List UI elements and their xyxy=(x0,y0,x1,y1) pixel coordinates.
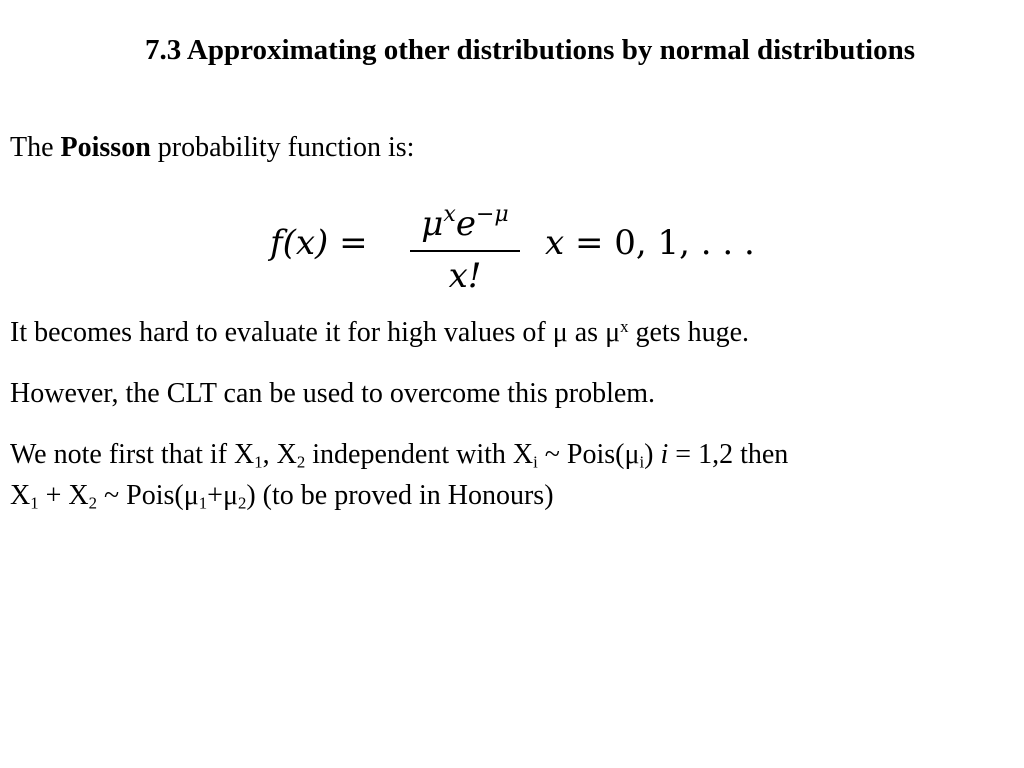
note-t8: + X xyxy=(38,480,89,511)
intro-line xyxy=(10,127,414,168)
note-s8: 2 xyxy=(88,493,98,513)
hard-mu-1: μ xyxy=(552,317,568,348)
note-t5: ) xyxy=(644,439,661,470)
note-t11: ) (to be proved in Honours) xyxy=(246,480,554,511)
numerator-e-exp: −μ xyxy=(475,202,509,227)
numerator-exp: x xyxy=(443,202,456,227)
note-s4: i xyxy=(639,452,645,472)
hard-text-3: gets huge. xyxy=(628,317,749,348)
formula-fraction xyxy=(410,195,520,296)
numerator-e: e xyxy=(455,204,476,244)
hard-evaluate-line xyxy=(10,312,749,353)
hard-text-1: It becomes hard to evaluate it for high values of xyxy=(10,317,553,348)
note-s9: 1 xyxy=(198,493,208,513)
note-s10: 2 xyxy=(237,493,247,513)
intro-after: probability function is: xyxy=(157,132,415,163)
formula-denominator: x! xyxy=(448,256,482,296)
formula-rhs xyxy=(545,223,755,263)
note-paragraph xyxy=(10,434,788,516)
slide-title: 7.3 Approximating other distributions by normal distributions xyxy=(145,34,915,66)
hard-sup: x xyxy=(620,316,629,336)
note-t2: , X xyxy=(262,439,297,470)
intro-before: The xyxy=(10,132,54,163)
numerator-base: μ xyxy=(421,204,444,244)
formula-lhs: f(x) = xyxy=(270,223,368,263)
note-t9: ~ Pois(μ xyxy=(97,480,199,511)
note-t7: X xyxy=(10,480,31,511)
note-t1: We note first that if X xyxy=(10,439,255,470)
rhs-var: x xyxy=(545,223,565,263)
hard-mu-2: μ xyxy=(605,317,621,348)
note-t3: independent with X xyxy=(305,439,534,470)
note-t10: +μ xyxy=(207,480,238,511)
intro-bold: Poisson xyxy=(60,132,151,163)
poisson-formula xyxy=(270,195,770,296)
note-t6: = 1,2 then xyxy=(668,439,789,470)
note-s7: 1 xyxy=(30,493,39,513)
note-s1: 1 xyxy=(254,452,263,472)
formula-numerator xyxy=(410,195,520,244)
note-italic-i: i xyxy=(660,439,669,470)
fraction-bar xyxy=(410,250,520,252)
note-t4: ~ Pois(μ xyxy=(537,439,640,470)
note-s2: 2 xyxy=(296,452,306,472)
clt-line: However, the CLT can be used to overcome this problem. xyxy=(10,378,656,409)
rhs-values: = 0, 1, . . . xyxy=(564,223,755,263)
hard-text-2: as xyxy=(567,317,606,348)
note-s3: i xyxy=(533,452,538,472)
